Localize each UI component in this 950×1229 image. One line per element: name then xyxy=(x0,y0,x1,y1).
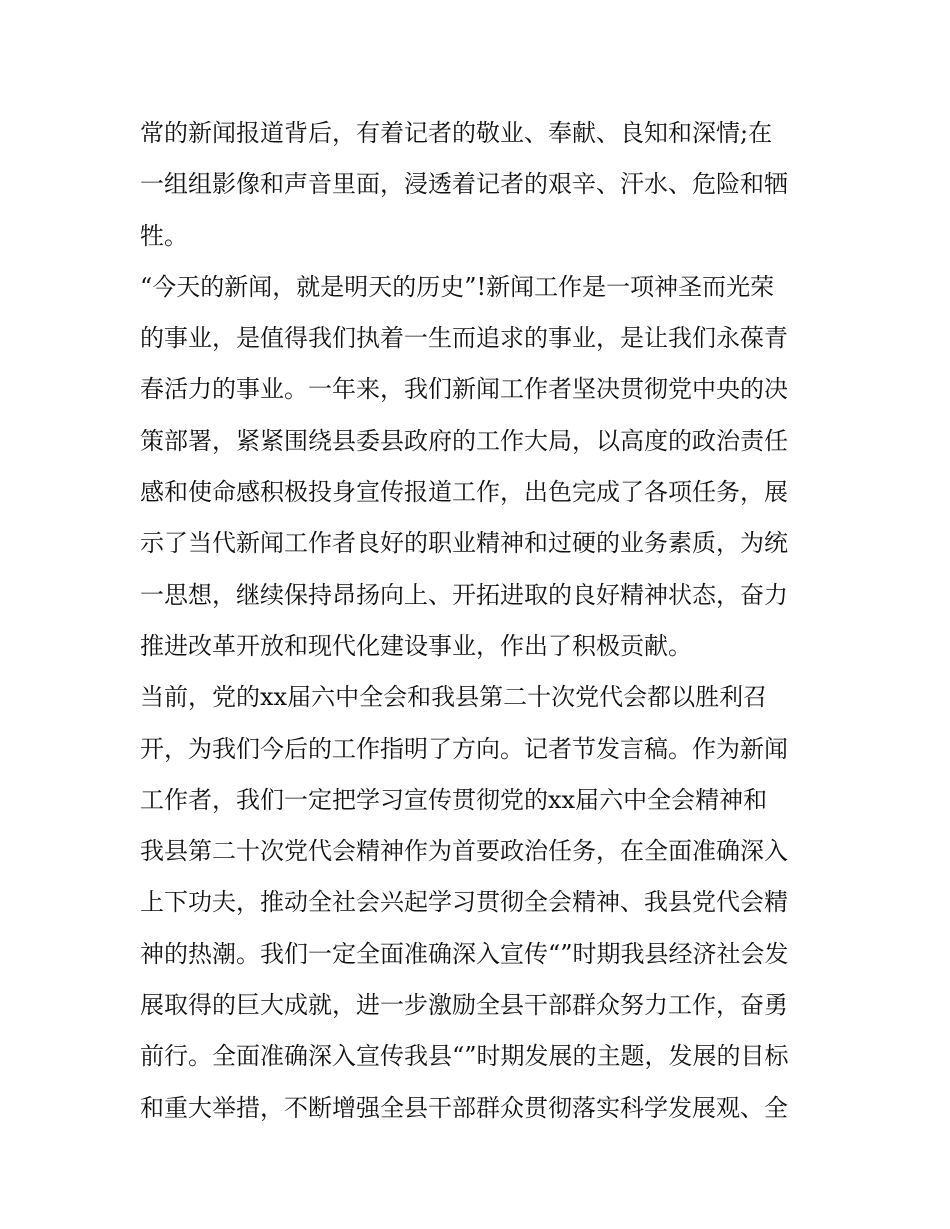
text-line: 的事业，是值得我们执着一生而追求的事业，是让我们永葆青 xyxy=(140,324,788,353)
text-line: 推进改革开放和现代化建设事业，作出了积极贡献。 xyxy=(140,631,692,660)
text-line: 常的新闻报道背后，有着记者的敬业、奉献、良知和深情;在 xyxy=(140,119,773,147)
text-line: 感和使命感积极投身宣传报道工作，出色完成了各项任务，展 xyxy=(140,478,788,507)
text-line: 工作者，我们一定把学习宣传贯彻党的xx届六中全会精神和 xyxy=(140,785,768,814)
text-line: 策部署，紧紧围绕县委县政府的工作大局，以高度的政治责任 xyxy=(140,426,788,455)
text-line: 牲。 xyxy=(140,221,188,250)
text-line: “今天的新闻，就是明天的历史”!新闻工作是一项神圣而光荣 xyxy=(140,272,775,301)
text-line: 展取得的巨大成就，进一步激励全县干部群众努力工作，奋勇 xyxy=(140,991,788,1020)
text-line: 春活力的事业。一年来，我们新闻工作者坚决贯彻党中央的决 xyxy=(140,375,788,404)
text-line: 神的热潮。我们一定全面准确深入宣传“”时期我县经济社会发 xyxy=(140,939,789,968)
body-text xyxy=(140,108,812,1134)
text-line: 和重大举措，不断增强全县干部群众贯彻落实科学发展观、全 xyxy=(140,1093,788,1122)
text-line: 一思想，继续保持昂扬向上、开拓进取的良好精神状态，奋力 xyxy=(140,580,788,609)
text-line: 当前，党的xx届六中全会和我县第二十次党代会都以胜利召 xyxy=(140,683,768,712)
text-line: 上下功夫，推动全社会兴起学习贯彻全会精神、我县党代会精 xyxy=(140,888,788,917)
text-line: 前行。全面准确深入宣传我县“”时期发展的主题，发展的目标 xyxy=(140,1042,789,1071)
text-line: 一组组影像和声音里面，浸透着记者的艰辛、汗水、危险和牺 xyxy=(140,170,788,199)
text-line: 开，为我们今后的工作指明了方向。记者节发言稿。作为新闻 xyxy=(140,734,788,763)
text-line: 我县第二十次党代会精神作为首要政治任务，在全面准确深入 xyxy=(140,837,788,866)
text-line: 示了当代新闻工作者良好的职业精神和过硬的业务素质，为统 xyxy=(140,529,788,558)
